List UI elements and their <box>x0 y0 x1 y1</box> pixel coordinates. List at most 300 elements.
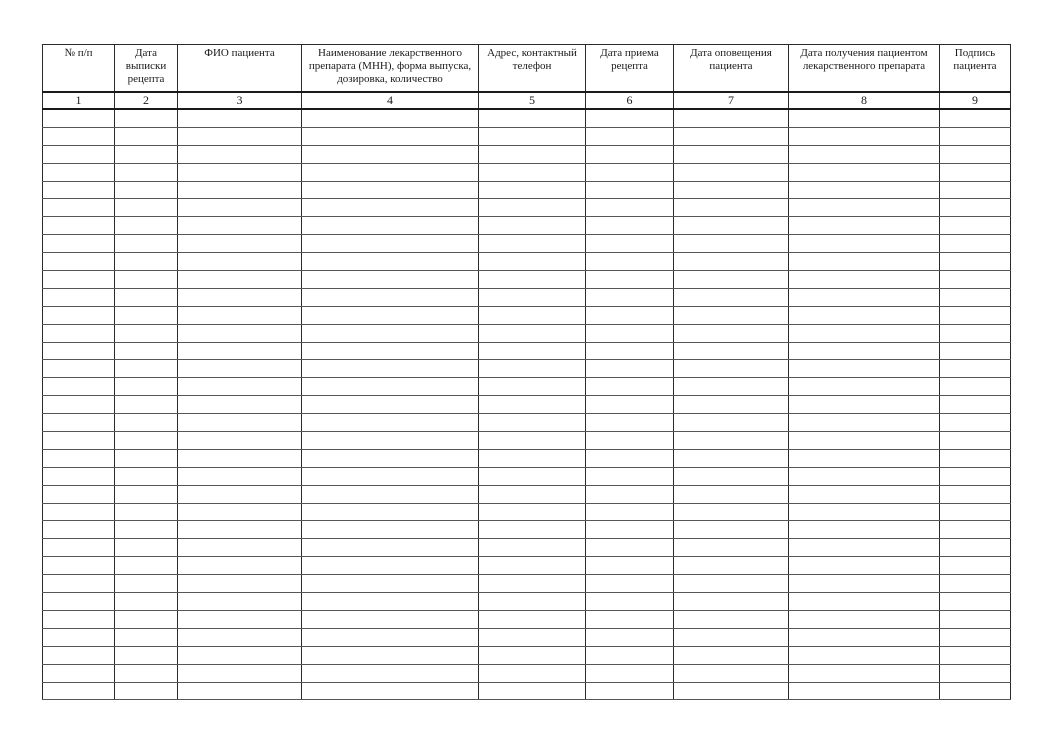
empty-cell[interactable] <box>43 145 115 163</box>
empty-cell[interactable] <box>674 306 789 324</box>
empty-cell[interactable] <box>178 235 302 253</box>
empty-cell[interactable] <box>178 664 302 682</box>
empty-cell[interactable] <box>302 682 479 700</box>
empty-cell[interactable] <box>302 593 479 611</box>
empty-cell[interactable] <box>789 199 940 217</box>
empty-cell[interactable] <box>586 610 674 628</box>
empty-cell[interactable] <box>674 342 789 360</box>
empty-cell[interactable] <box>479 467 586 485</box>
empty-cell[interactable] <box>43 521 115 539</box>
empty-cell[interactable] <box>302 628 479 646</box>
empty-cell[interactable] <box>302 109 479 127</box>
empty-cell[interactable] <box>789 163 940 181</box>
empty-cell[interactable] <box>586 127 674 145</box>
empty-cell[interactable] <box>302 521 479 539</box>
empty-cell[interactable] <box>178 253 302 271</box>
empty-cell[interactable] <box>302 503 479 521</box>
empty-cell[interactable] <box>43 503 115 521</box>
empty-cell[interactable] <box>940 145 1011 163</box>
empty-cell[interactable] <box>302 378 479 396</box>
empty-cell[interactable] <box>586 288 674 306</box>
empty-cell[interactable] <box>115 503 178 521</box>
empty-cell[interactable] <box>586 628 674 646</box>
empty-cell[interactable] <box>479 288 586 306</box>
empty-cell[interactable] <box>178 575 302 593</box>
empty-cell[interactable] <box>178 414 302 432</box>
empty-cell[interactable] <box>43 342 115 360</box>
empty-cell[interactable] <box>178 378 302 396</box>
empty-cell[interactable] <box>178 306 302 324</box>
empty-cell[interactable] <box>940 217 1011 235</box>
empty-cell[interactable] <box>302 181 479 199</box>
empty-cell[interactable] <box>586 521 674 539</box>
empty-cell[interactable] <box>674 432 789 450</box>
empty-cell[interactable] <box>43 163 115 181</box>
empty-cell[interactable] <box>789 682 940 700</box>
empty-cell[interactable] <box>43 127 115 145</box>
empty-cell[interactable] <box>178 109 302 127</box>
empty-cell[interactable] <box>178 503 302 521</box>
empty-cell[interactable] <box>302 610 479 628</box>
empty-cell[interactable] <box>302 414 479 432</box>
empty-cell[interactable] <box>586 181 674 199</box>
empty-cell[interactable] <box>479 485 586 503</box>
empty-cell[interactable] <box>43 557 115 575</box>
empty-cell[interactable] <box>940 288 1011 306</box>
empty-cell[interactable] <box>586 145 674 163</box>
empty-cell[interactable] <box>586 449 674 467</box>
empty-cell[interactable] <box>586 575 674 593</box>
table-row <box>43 342 1011 360</box>
empty-cell[interactable] <box>940 646 1011 664</box>
empty-cell[interactable] <box>586 414 674 432</box>
empty-cell[interactable] <box>115 575 178 593</box>
empty-cell[interactable] <box>940 432 1011 450</box>
empty-cell[interactable] <box>302 432 479 450</box>
empty-cell[interactable] <box>789 575 940 593</box>
empty-cell[interactable] <box>43 610 115 628</box>
empty-cell[interactable] <box>789 324 940 342</box>
empty-cell[interactable] <box>674 235 789 253</box>
empty-cell[interactable] <box>115 306 178 324</box>
table-row <box>43 503 1011 521</box>
empty-cell[interactable] <box>178 271 302 289</box>
empty-cell[interactable] <box>479 342 586 360</box>
empty-cell[interactable] <box>302 664 479 682</box>
empty-cell[interactable] <box>940 306 1011 324</box>
empty-cell[interactable] <box>115 181 178 199</box>
empty-cell[interactable] <box>178 324 302 342</box>
empty-cell[interactable] <box>115 235 178 253</box>
empty-cell[interactable] <box>789 288 940 306</box>
empty-cell[interactable] <box>479 127 586 145</box>
empty-cell[interactable] <box>115 610 178 628</box>
empty-cell[interactable] <box>115 378 178 396</box>
empty-cell[interactable] <box>940 682 1011 700</box>
empty-cell[interactable] <box>479 378 586 396</box>
empty-cell[interactable] <box>789 360 940 378</box>
empty-cell[interactable] <box>674 539 789 557</box>
empty-cell[interactable] <box>479 360 586 378</box>
empty-cell[interactable] <box>43 253 115 271</box>
empty-cell[interactable] <box>586 557 674 575</box>
empty-cell[interactable] <box>586 593 674 611</box>
empty-cell[interactable] <box>940 199 1011 217</box>
empty-cell[interactable] <box>178 396 302 414</box>
empty-cell[interactable] <box>178 557 302 575</box>
empty-cell[interactable] <box>479 253 586 271</box>
empty-cell[interactable] <box>674 253 789 271</box>
empty-cell[interactable] <box>789 503 940 521</box>
empty-cell[interactable] <box>940 109 1011 127</box>
empty-cell[interactable] <box>674 360 789 378</box>
empty-cell[interactable] <box>479 145 586 163</box>
empty-cell[interactable] <box>115 664 178 682</box>
empty-cell[interactable] <box>789 253 940 271</box>
empty-cell[interactable] <box>940 181 1011 199</box>
empty-cell[interactable] <box>674 575 789 593</box>
empty-cell[interactable] <box>302 449 479 467</box>
empty-cell[interactable] <box>178 628 302 646</box>
empty-cell[interactable] <box>115 432 178 450</box>
empty-cell[interactable] <box>302 575 479 593</box>
empty-cell[interactable] <box>479 575 586 593</box>
empty-cell[interactable] <box>674 521 789 539</box>
empty-cell[interactable] <box>115 467 178 485</box>
empty-cell[interactable] <box>940 253 1011 271</box>
empty-cell[interactable] <box>115 539 178 557</box>
empty-cell[interactable] <box>479 396 586 414</box>
empty-cell[interactable] <box>43 646 115 664</box>
empty-cell[interactable] <box>115 163 178 181</box>
empty-cell[interactable] <box>178 217 302 235</box>
empty-cell[interactable] <box>43 593 115 611</box>
empty-cell[interactable] <box>940 503 1011 521</box>
empty-cell[interactable] <box>115 593 178 611</box>
empty-cell[interactable] <box>586 199 674 217</box>
empty-cell[interactable] <box>115 521 178 539</box>
empty-cell[interactable] <box>940 271 1011 289</box>
empty-cell[interactable] <box>43 664 115 682</box>
empty-cell[interactable] <box>789 342 940 360</box>
empty-cell[interactable] <box>115 360 178 378</box>
empty-cell[interactable] <box>479 557 586 575</box>
empty-cell[interactable] <box>115 628 178 646</box>
empty-cell[interactable] <box>940 628 1011 646</box>
empty-cell[interactable] <box>789 467 940 485</box>
empty-cell[interactable] <box>479 521 586 539</box>
empty-cell[interactable] <box>940 396 1011 414</box>
empty-cell[interactable] <box>43 306 115 324</box>
empty-cell[interactable] <box>789 378 940 396</box>
empty-cell[interactable] <box>789 521 940 539</box>
empty-cell[interactable] <box>43 485 115 503</box>
empty-cell[interactable] <box>479 271 586 289</box>
empty-cell[interactable] <box>178 127 302 145</box>
empty-cell[interactable] <box>789 593 940 611</box>
empty-cell[interactable] <box>940 163 1011 181</box>
empty-cell[interactable] <box>115 253 178 271</box>
empty-cell[interactable] <box>479 628 586 646</box>
empty-cell[interactable] <box>674 503 789 521</box>
empty-cell[interactable] <box>302 467 479 485</box>
empty-cell[interactable] <box>789 145 940 163</box>
empty-cell[interactable] <box>178 199 302 217</box>
empty-cell[interactable] <box>302 360 479 378</box>
empty-cell[interactable] <box>586 271 674 289</box>
empty-cell[interactable] <box>43 109 115 127</box>
empty-cell[interactable] <box>586 163 674 181</box>
empty-cell[interactable] <box>43 628 115 646</box>
empty-cell[interactable] <box>479 610 586 628</box>
empty-cell[interactable] <box>586 646 674 664</box>
empty-cell[interactable] <box>479 664 586 682</box>
empty-cell[interactable] <box>674 163 789 181</box>
empty-cell[interactable] <box>178 467 302 485</box>
empty-cell[interactable] <box>178 163 302 181</box>
empty-cell[interactable] <box>178 342 302 360</box>
empty-cell[interactable] <box>302 235 479 253</box>
empty-cell[interactable] <box>43 181 115 199</box>
empty-cell[interactable] <box>586 378 674 396</box>
empty-cell[interactable] <box>940 414 1011 432</box>
empty-cell[interactable] <box>586 253 674 271</box>
empty-cell[interactable] <box>674 271 789 289</box>
empty-cell[interactable] <box>43 288 115 306</box>
empty-cell[interactable] <box>940 521 1011 539</box>
empty-cell[interactable] <box>674 557 789 575</box>
empty-cell[interactable] <box>302 127 479 145</box>
empty-cell[interactable] <box>940 449 1011 467</box>
empty-cell[interactable] <box>789 217 940 235</box>
empty-cell[interactable] <box>479 682 586 700</box>
empty-cell[interactable] <box>940 360 1011 378</box>
empty-cell[interactable] <box>178 432 302 450</box>
empty-cell[interactable] <box>789 396 940 414</box>
empty-cell[interactable] <box>479 235 586 253</box>
empty-cell[interactable] <box>586 217 674 235</box>
empty-cell[interactable] <box>789 664 940 682</box>
empty-cell[interactable] <box>479 163 586 181</box>
empty-cell[interactable] <box>479 324 586 342</box>
empty-cell[interactable] <box>178 539 302 557</box>
empty-cell[interactable] <box>674 467 789 485</box>
empty-cell[interactable] <box>674 414 789 432</box>
empty-cell[interactable] <box>479 306 586 324</box>
empty-cell[interactable] <box>674 682 789 700</box>
empty-cell[interactable] <box>586 324 674 342</box>
empty-cell[interactable] <box>178 610 302 628</box>
empty-cell[interactable] <box>940 467 1011 485</box>
empty-cell[interactable] <box>674 593 789 611</box>
empty-cell[interactable] <box>43 414 115 432</box>
empty-cell[interactable] <box>115 145 178 163</box>
empty-cell[interactable] <box>302 217 479 235</box>
empty-cell[interactable] <box>674 217 789 235</box>
empty-cell[interactable] <box>586 503 674 521</box>
empty-cell[interactable] <box>789 610 940 628</box>
empty-cell[interactable] <box>115 342 178 360</box>
empty-cell[interactable] <box>674 378 789 396</box>
empty-cell[interactable] <box>178 288 302 306</box>
empty-cell[interactable] <box>789 628 940 646</box>
empty-cell[interactable] <box>940 324 1011 342</box>
empty-cell[interactable] <box>940 235 1011 253</box>
empty-cell[interactable] <box>115 449 178 467</box>
empty-cell[interactable] <box>43 378 115 396</box>
empty-cell[interactable] <box>115 414 178 432</box>
empty-cell[interactable] <box>674 610 789 628</box>
empty-cell[interactable] <box>940 593 1011 611</box>
empty-cell[interactable] <box>178 449 302 467</box>
empty-cell[interactable] <box>178 181 302 199</box>
empty-cell[interactable] <box>940 378 1011 396</box>
empty-cell[interactable] <box>674 396 789 414</box>
empty-cell[interactable] <box>789 109 940 127</box>
empty-cell[interactable] <box>479 539 586 557</box>
empty-cell[interactable] <box>302 396 479 414</box>
empty-cell[interactable] <box>178 593 302 611</box>
empty-cell[interactable] <box>479 199 586 217</box>
empty-cell[interactable] <box>115 127 178 145</box>
empty-cell[interactable] <box>479 432 586 450</box>
empty-cell[interactable] <box>940 127 1011 145</box>
empty-cell[interactable] <box>115 199 178 217</box>
empty-cell[interactable] <box>789 432 940 450</box>
empty-cell[interactable] <box>43 682 115 700</box>
empty-cell[interactable] <box>940 575 1011 593</box>
empty-cell[interactable] <box>115 646 178 664</box>
empty-cell[interactable] <box>940 342 1011 360</box>
empty-cell[interactable] <box>178 521 302 539</box>
empty-cell[interactable] <box>586 109 674 127</box>
empty-cell[interactable] <box>43 360 115 378</box>
empty-cell[interactable] <box>789 235 940 253</box>
empty-cell[interactable] <box>302 342 479 360</box>
empty-cell[interactable] <box>479 449 586 467</box>
empty-cell[interactable] <box>479 646 586 664</box>
empty-cell[interactable] <box>674 288 789 306</box>
empty-cell[interactable] <box>586 306 674 324</box>
empty-cell[interactable] <box>43 575 115 593</box>
empty-cell[interactable] <box>302 199 479 217</box>
empty-cell[interactable] <box>586 396 674 414</box>
empty-cell[interactable] <box>43 324 115 342</box>
empty-cell[interactable] <box>674 127 789 145</box>
empty-cell[interactable] <box>789 414 940 432</box>
empty-cell[interactable] <box>302 306 479 324</box>
empty-cell[interactable] <box>674 324 789 342</box>
empty-cell[interactable] <box>302 253 479 271</box>
empty-cell[interactable] <box>789 306 940 324</box>
empty-cell[interactable] <box>115 557 178 575</box>
empty-cell[interactable] <box>178 145 302 163</box>
empty-cell[interactable] <box>586 485 674 503</box>
empty-cell[interactable] <box>43 396 115 414</box>
empty-cell[interactable] <box>115 217 178 235</box>
empty-cell[interactable] <box>940 610 1011 628</box>
empty-cell[interactable] <box>479 414 586 432</box>
empty-cell[interactable] <box>940 664 1011 682</box>
empty-cell[interactable] <box>940 557 1011 575</box>
empty-cell[interactable] <box>674 664 789 682</box>
empty-cell[interactable] <box>302 557 479 575</box>
empty-cell[interactable] <box>674 199 789 217</box>
empty-cell[interactable] <box>789 646 940 664</box>
empty-cell[interactable] <box>674 145 789 163</box>
empty-cell[interactable] <box>302 485 479 503</box>
table-row <box>43 557 1011 575</box>
empty-cell[interactable] <box>586 432 674 450</box>
empty-cell[interactable] <box>115 396 178 414</box>
empty-cell[interactable] <box>302 646 479 664</box>
empty-cell[interactable] <box>586 235 674 253</box>
empty-cell[interactable] <box>674 485 789 503</box>
empty-cell[interactable] <box>789 539 940 557</box>
empty-cell[interactable] <box>302 271 479 289</box>
empty-cell[interactable] <box>115 485 178 503</box>
empty-cell[interactable] <box>43 449 115 467</box>
empty-cell[interactable] <box>302 539 479 557</box>
empty-cell[interactable] <box>43 539 115 557</box>
empty-cell[interactable] <box>43 467 115 485</box>
empty-cell[interactable] <box>43 271 115 289</box>
empty-cell[interactable] <box>178 646 302 664</box>
empty-cell[interactable] <box>479 217 586 235</box>
empty-cell[interactable] <box>789 271 940 289</box>
empty-cell[interactable] <box>674 646 789 664</box>
empty-cell[interactable] <box>178 360 302 378</box>
empty-cell[interactable] <box>178 682 302 700</box>
empty-cell[interactable] <box>479 593 586 611</box>
empty-cell[interactable] <box>674 181 789 199</box>
empty-cell[interactable] <box>479 503 586 521</box>
empty-cell[interactable] <box>940 485 1011 503</box>
empty-cell[interactable] <box>586 682 674 700</box>
empty-cell[interactable] <box>115 682 178 700</box>
empty-cell[interactable] <box>302 288 479 306</box>
empty-cell[interactable] <box>789 127 940 145</box>
empty-cell[interactable] <box>302 163 479 181</box>
empty-cell[interactable] <box>674 109 789 127</box>
empty-cell[interactable] <box>789 449 940 467</box>
empty-cell[interactable] <box>586 360 674 378</box>
empty-cell[interactable] <box>789 181 940 199</box>
empty-cell[interactable] <box>940 539 1011 557</box>
empty-cell[interactable] <box>789 557 940 575</box>
empty-cell[interactable] <box>586 342 674 360</box>
empty-cell[interactable] <box>43 199 115 217</box>
empty-cell[interactable] <box>302 324 479 342</box>
empty-cell[interactable] <box>586 539 674 557</box>
empty-cell[interactable] <box>586 664 674 682</box>
empty-cell[interactable] <box>674 449 789 467</box>
empty-cell[interactable] <box>302 145 479 163</box>
empty-cell[interactable] <box>43 432 115 450</box>
empty-cell[interactable] <box>586 467 674 485</box>
empty-cell[interactable] <box>789 485 940 503</box>
empty-cell[interactable] <box>115 288 178 306</box>
empty-cell[interactable] <box>479 109 586 127</box>
empty-cell[interactable] <box>115 324 178 342</box>
empty-cell[interactable] <box>178 485 302 503</box>
empty-cell[interactable] <box>115 109 178 127</box>
empty-cell[interactable] <box>43 235 115 253</box>
empty-cell[interactable] <box>115 271 178 289</box>
empty-cell[interactable] <box>43 217 115 235</box>
empty-cell[interactable] <box>479 181 586 199</box>
empty-cell[interactable] <box>674 628 789 646</box>
